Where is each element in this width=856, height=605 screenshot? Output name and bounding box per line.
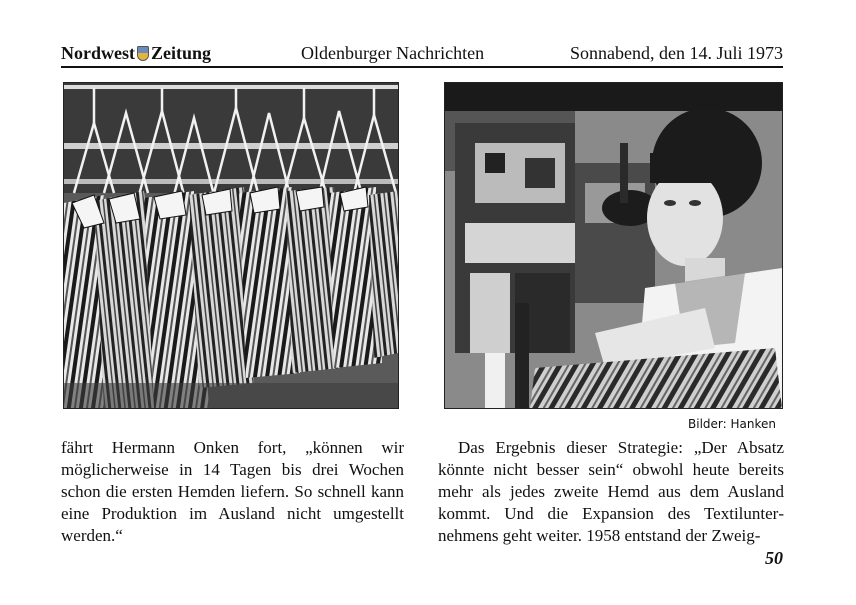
masthead (61, 43, 211, 64)
article-column-right: Das Ergebnis dieser Strategie: „Der Absatz könnte nicht besser sein“ obwohl heute bereits mehr als jedes zweite Hemd aus dem Ausland kommt. Und die Expansion des Textilunternehmens geht weiter. 1958 entstand der Zweig- (438, 438, 784, 545)
shirts-photo-graphic (64, 83, 398, 408)
masthead-left-word: Nordwest (61, 43, 135, 63)
photo-seamstress-at-machine (444, 82, 783, 409)
page-number: 50 (765, 548, 783, 568)
photo-credit: Bilder: Hanken (688, 417, 776, 431)
article-column-left: fährt Hermann Onken fort, „können wir möglicherweise in 14 Tagen bis drei Wochen schon die ersten Hemden liefern. So schnell kann eine Produktion im Ausland nicht umgestellt werden.“ (61, 438, 404, 545)
seamstress-photo-graphic (445, 83, 782, 408)
photo-shirts-on-hangers (63, 82, 399, 409)
newspaper-header (61, 40, 783, 68)
coat-of-arms-icon (137, 46, 149, 61)
issue-date: Sonnabend, den 14. Juli 1973 (570, 43, 783, 63)
masthead-right-word: Zeitung (151, 43, 212, 63)
section-name: Oldenburger Nachrichten (301, 43, 485, 63)
